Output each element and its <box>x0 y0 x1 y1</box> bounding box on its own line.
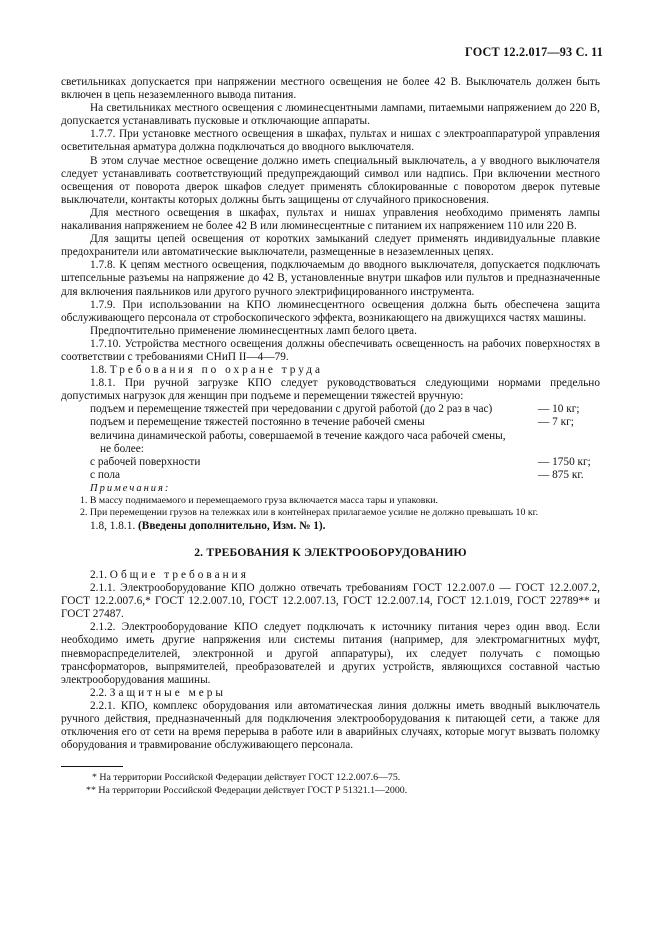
paragraph: 1.7.8. К цепям местного освещения, подключаемым до вводного выключателя, допускается подключать штепсельные разъемы на напряжение до 42 В, установленные внутри шкафов или пультов и предназначенные для включения паяльников или другого ручного электрифицированного инструмента. <box>61 259 600 298</box>
paragraph: 2.1.1. Электрооборудование КПО должно отвечать требованиям ГОСТ 12.2.007.0 — ГОСТ 12.2.007.2, ГОСТ 12.2.007.6,* ГОСТ 12.2.007.10, ГОСТ 12.2.007.13, ГОСТ 12.2.007.14, ГОСТ 12.1.019, ГОСТ 22789** и ГОСТ 27487. <box>61 582 600 621</box>
dyn-line: величина динамической работы, совершаемой в течение каждого часа рабочей смены, <box>90 429 506 442</box>
paragraph: Предпочтительно применение люминесцентных ламп белого цвета. <box>90 324 417 337</box>
section-title: 2. ТРЕБОВАНИЯ К ЭЛЕКТРООБОРУДОВАНИЮ <box>194 545 467 559</box>
paragraph: На светильниках местного освещения с люминесцентными лампами, питаемыми напряжением до 220 В, допускается устанавливать пусковые и отключающие аппараты. <box>61 102 600 128</box>
paragraph: 1.8.1. При ручной загрузке КПО следует руководствоваться следующими нормами предельно допустимых нагрузок для женщин при подъеме и перемещении тяжестей вручную: <box>61 377 600 403</box>
norm-value: — 10 кг; <box>538 403 580 416</box>
paragraph: светильниках допускается при напряжении местного освещения не более 42 В. Выключатель должен быть включен в цепь незаземленного вывода питания. <box>61 76 600 102</box>
subsection-title: Общие требования <box>109 569 249 581</box>
amendment-note <box>61 520 600 533</box>
dyn-label: с рабочей поверхности <box>90 455 201 468</box>
subsection-number: 2.1. <box>90 569 107 581</box>
amendment-bold: (Введены дополнительно, Изм. № 1). <box>138 519 326 532</box>
subsection-heading <box>61 364 600 377</box>
paragraph: 1.7.10. Устройства местного освещения должны обеспечивать освещенность на рабочих поверхностях в соответствии с требованиями СНиП II—4—79. <box>61 337 600 363</box>
footnote: ** На территории Российской Федерации действует ГОСТ Р 51321.1—2000. <box>86 785 408 797</box>
document-body <box>61 76 600 797</box>
paragraph: 2.1.2. Электрооборудование КПО следует подключать к источнику питания через один ввод. Если необходимо иметь другие напряжения или системы питания (например, для электромагнитных муфт, пневмораспределителей, электронной и другой аппаратуры), их следует получать с помощью трансформаторов, выпрямителей, преобразователей и других устройств, являющихся составной частью электрооборудования машины. <box>61 621 600 686</box>
norm-row <box>90 416 600 429</box>
page-header: ГОСТ 12.2.017—93 С. 11 <box>465 45 603 59</box>
dyn-row <box>90 469 600 482</box>
dyn-line: не более: <box>100 442 144 455</box>
amendment-prefix: 1.8, 1.8.1. <box>90 519 136 532</box>
notes-heading: Примечания: <box>90 482 171 494</box>
subsection-number: 2.2. <box>90 686 107 699</box>
subsection-heading <box>61 687 600 700</box>
subsection-number: 1.8. <box>90 364 107 377</box>
footnote-divider <box>61 766 123 767</box>
dyn-row <box>90 456 600 469</box>
footnote: * На территории Российской Федерации действует ГОСТ 12.2.007.6—75. <box>92 772 401 784</box>
subsection-title: Требования по охране труда <box>109 364 323 377</box>
norm-row <box>90 403 600 416</box>
note-item: 1. В массу поднимаемого и перемещаемого груза включается масса тары и упаковки. <box>80 495 439 506</box>
dyn-label: с пола <box>90 468 121 481</box>
norm-label: подъем и перемещение тяжестей при чередовании с другой работой (до 2 раз в час) <box>90 403 493 416</box>
paragraph: Для местного освещения в шкафах, пультах и нишах управления необходимо применять лампы накаливания напряжением не более 42 В или люминесцентные с питанием их напряжением 110 или 220 В. <box>61 206 600 233</box>
norms-list <box>90 403 600 482</box>
subsection-heading <box>61 569 600 582</box>
paragraph: Для защиты цепей освещения от коротких замыканий следует применять индивидуальные плавкие предохранители или автоматические выключатели, размещенные в незаземленных цепях. <box>61 233 600 259</box>
norm-value: — 7 кг; <box>538 416 574 429</box>
subsection-title: Защитные меры <box>109 686 227 699</box>
paragraph: 2.2.1. КПО, комплекс оборудования или автоматическая линия должны иметь вводный выключатель ручного действия, предназначенный для подключения электрооборудования к питающей сети, а также для отключения его от сети на время перерыва в работе или в аварийных случаях, которые могут вызвать поломку оборудования и травмирование обслуживающего персонала. <box>61 699 600 752</box>
note-item: 2. При перемещении грузов на тележках или в контейнерах прилагаемое усилие не должно превышать 10 кг. <box>80 507 539 519</box>
paragraph: 1.7.7. При установке местного освещения в шкафах, пультах и нишах с электроаппаратурой управления осветительная арматура должна подключаться до вводного выключателя. <box>61 128 600 154</box>
paragraph: В этом случае местное освещение должно иметь специальный выключатель, а у вводного выключателя следует устанавливать соответствующий предупреждающий символ или надпись. При включении местного освещения от поворота дверок шкафов следует применять сблокированные с поворотом дверок путевые выключатели, контакты которых должны быть защищены от случайного прикосновения. <box>61 154 600 206</box>
paragraph: 1.7.9. При использовании на КПО люминесцентного освещения должна быть обеспечена защита обслуживающего персонала от стробоскопического эффекта, возникающего на движущихся частях машины. <box>61 298 600 324</box>
dyn-value: — 875 кг. <box>538 468 584 481</box>
dyn-value: — 1750 кг; <box>538 455 591 468</box>
norm-label: подъем и перемещение тяжестей постоянно в течение рабочей смены <box>90 416 425 429</box>
